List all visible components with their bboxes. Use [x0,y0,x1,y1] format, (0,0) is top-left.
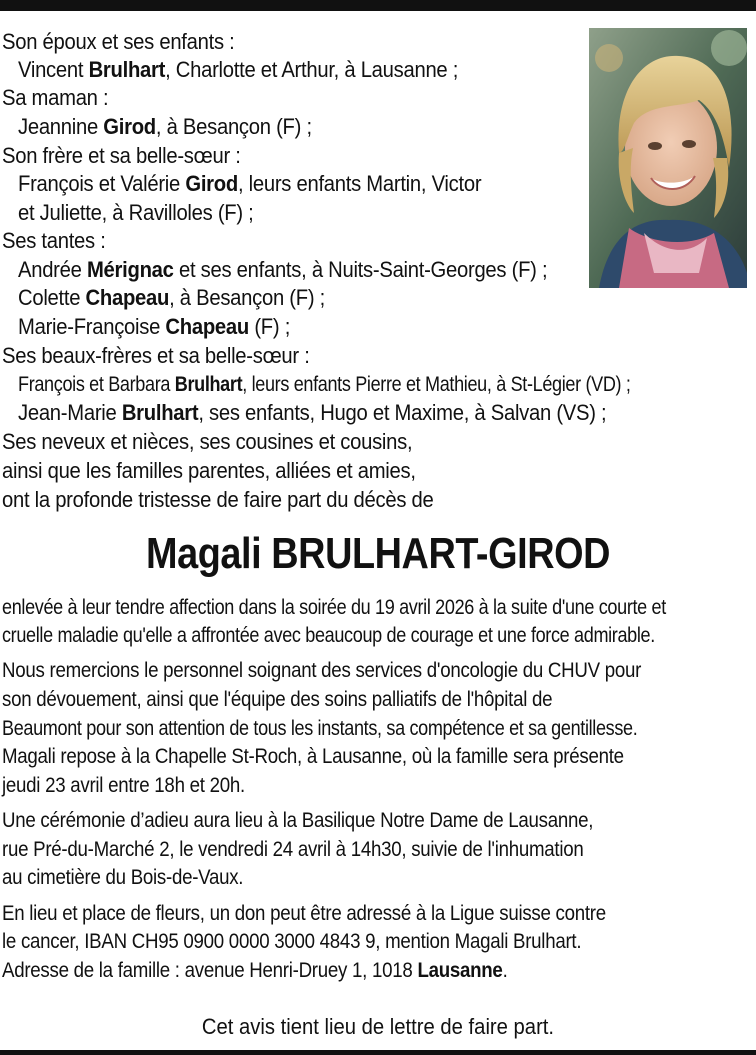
text: , leurs enfants Pierre et Mathieu, à St-Légier (VD) ; [242,373,631,396]
surname: Mérignac [86,257,174,282]
text: Son frère et sa belle-sœur : [2,143,241,168]
family-line [2,486,433,514]
text: Sa maman : [2,85,109,110]
surname: Brulhart [121,400,199,425]
text: Marie-Françoise [18,314,166,339]
closing-line: Cet avis tient lieu de lettre de faire part. [201,1014,555,1039]
body-line: son dévouement, ainsi que l'équipe des soins palliatifs de l'hôpital de [2,688,553,711]
family-line [18,313,290,341]
body-line: enlevée à leur tendre affection dans la soirée du 19 avril 2026 à la suite d'une courte et [2,596,666,619]
surname: Girod [185,171,238,196]
family-heading-in-laws [2,342,310,370]
body-line: Beaumont pour son attention de tous les instants, sa compétence et sa gentillesse. [2,717,638,740]
family-line [18,284,325,312]
family-line [18,399,606,427]
text: , à Besançon (F) ; [169,285,325,310]
text: Jean-Marie [18,400,122,425]
deceased-name: Magali BRULHART-GIROD [146,529,610,578]
text: ont la profonde tristesse de faire part du décès de [2,487,434,512]
text: Ses neveux et nièces, ses cousines et cousins, [2,429,413,454]
body-line: le cancer, IBAN CH95 0900 0000 3000 4843 9, mention Magali Brulhart. [2,930,582,953]
family-line [2,457,416,485]
family-heading-aunts [2,227,106,255]
family-line [18,56,458,84]
body-line: jeudi 23 avril entre 18h et 20h. [2,774,245,797]
body-line: Une cérémonie d’adieu aura lieu à la Basilique Notre Dame de Lausanne, [2,809,594,832]
family-line [2,428,412,456]
text: Jeannine [18,114,104,139]
text: Colette [18,285,86,310]
text: Vincent [18,57,89,82]
bottom-border [0,1050,756,1055]
body-line: cruelle maladie qu'elle a affrontée avec beaucoup de courage et une force admirable. [2,624,655,647]
text: et ses enfants, à Nuits-Saint-Georges (F) ; [173,257,548,282]
surname: Brulhart [88,57,166,82]
text: Ses tantes : [2,228,106,253]
text: Ses beaux-frères et sa belle-sœur : [2,343,310,368]
text: François et Barbara [18,373,175,396]
body-line: au cimetière du Bois-de-Vaux. [2,866,244,889]
text: , leurs enfants Martin, Victor [237,171,482,196]
family-heading-spouse [2,28,235,56]
text: . [502,959,508,982]
surname: Chapeau [165,314,249,339]
text: , à Besançon (F) ; [155,114,312,139]
surname: Chapeau [85,285,170,310]
text: (F) ; [248,314,291,339]
body-line: rue Pré-du-Marché 2, le vendredi 24 avril à 14h30, suivie de l'inhumation [2,838,584,861]
family-line [18,256,547,284]
text: Son époux et ses enfants : [2,29,235,54]
text: Adresse de la famille : avenue Henri-Druey 1, 1018 [2,959,418,982]
body-line: Magali repose à la Chapelle St-Roch, à Lausanne, où la famille sera présente [2,745,624,768]
text: ainsi que les familles parentes, alliées et amies, [2,458,416,483]
family-line [18,113,312,141]
text: , Charlotte et Arthur, à Lausanne ; [165,57,459,82]
portrait-photo [589,28,747,288]
family-line [18,170,481,198]
body-line: Nous remercions le personnel soignant des services d'oncologie du CHUV pour [2,659,642,682]
text: , ses enfants, Hugo et Maxime, à Salvan (VS) ; [198,400,607,425]
text: François et Valérie [18,171,186,196]
family-heading-mother [2,84,108,112]
city: Lausanne [417,959,503,982]
text: et Juliette, à Ravilloles (F) ; [18,200,254,225]
top-border [0,0,756,11]
family-line [18,371,631,399]
family-heading-brother [2,142,241,170]
surname: Girod [103,114,156,139]
body-line: En lieu et place de fleurs, un don peut être adressé à la Ligue suisse contre [2,902,606,925]
surname: Brulhart [174,373,243,396]
body-line [2,957,508,985]
text: Andrée [18,257,87,282]
family-line [18,199,254,227]
